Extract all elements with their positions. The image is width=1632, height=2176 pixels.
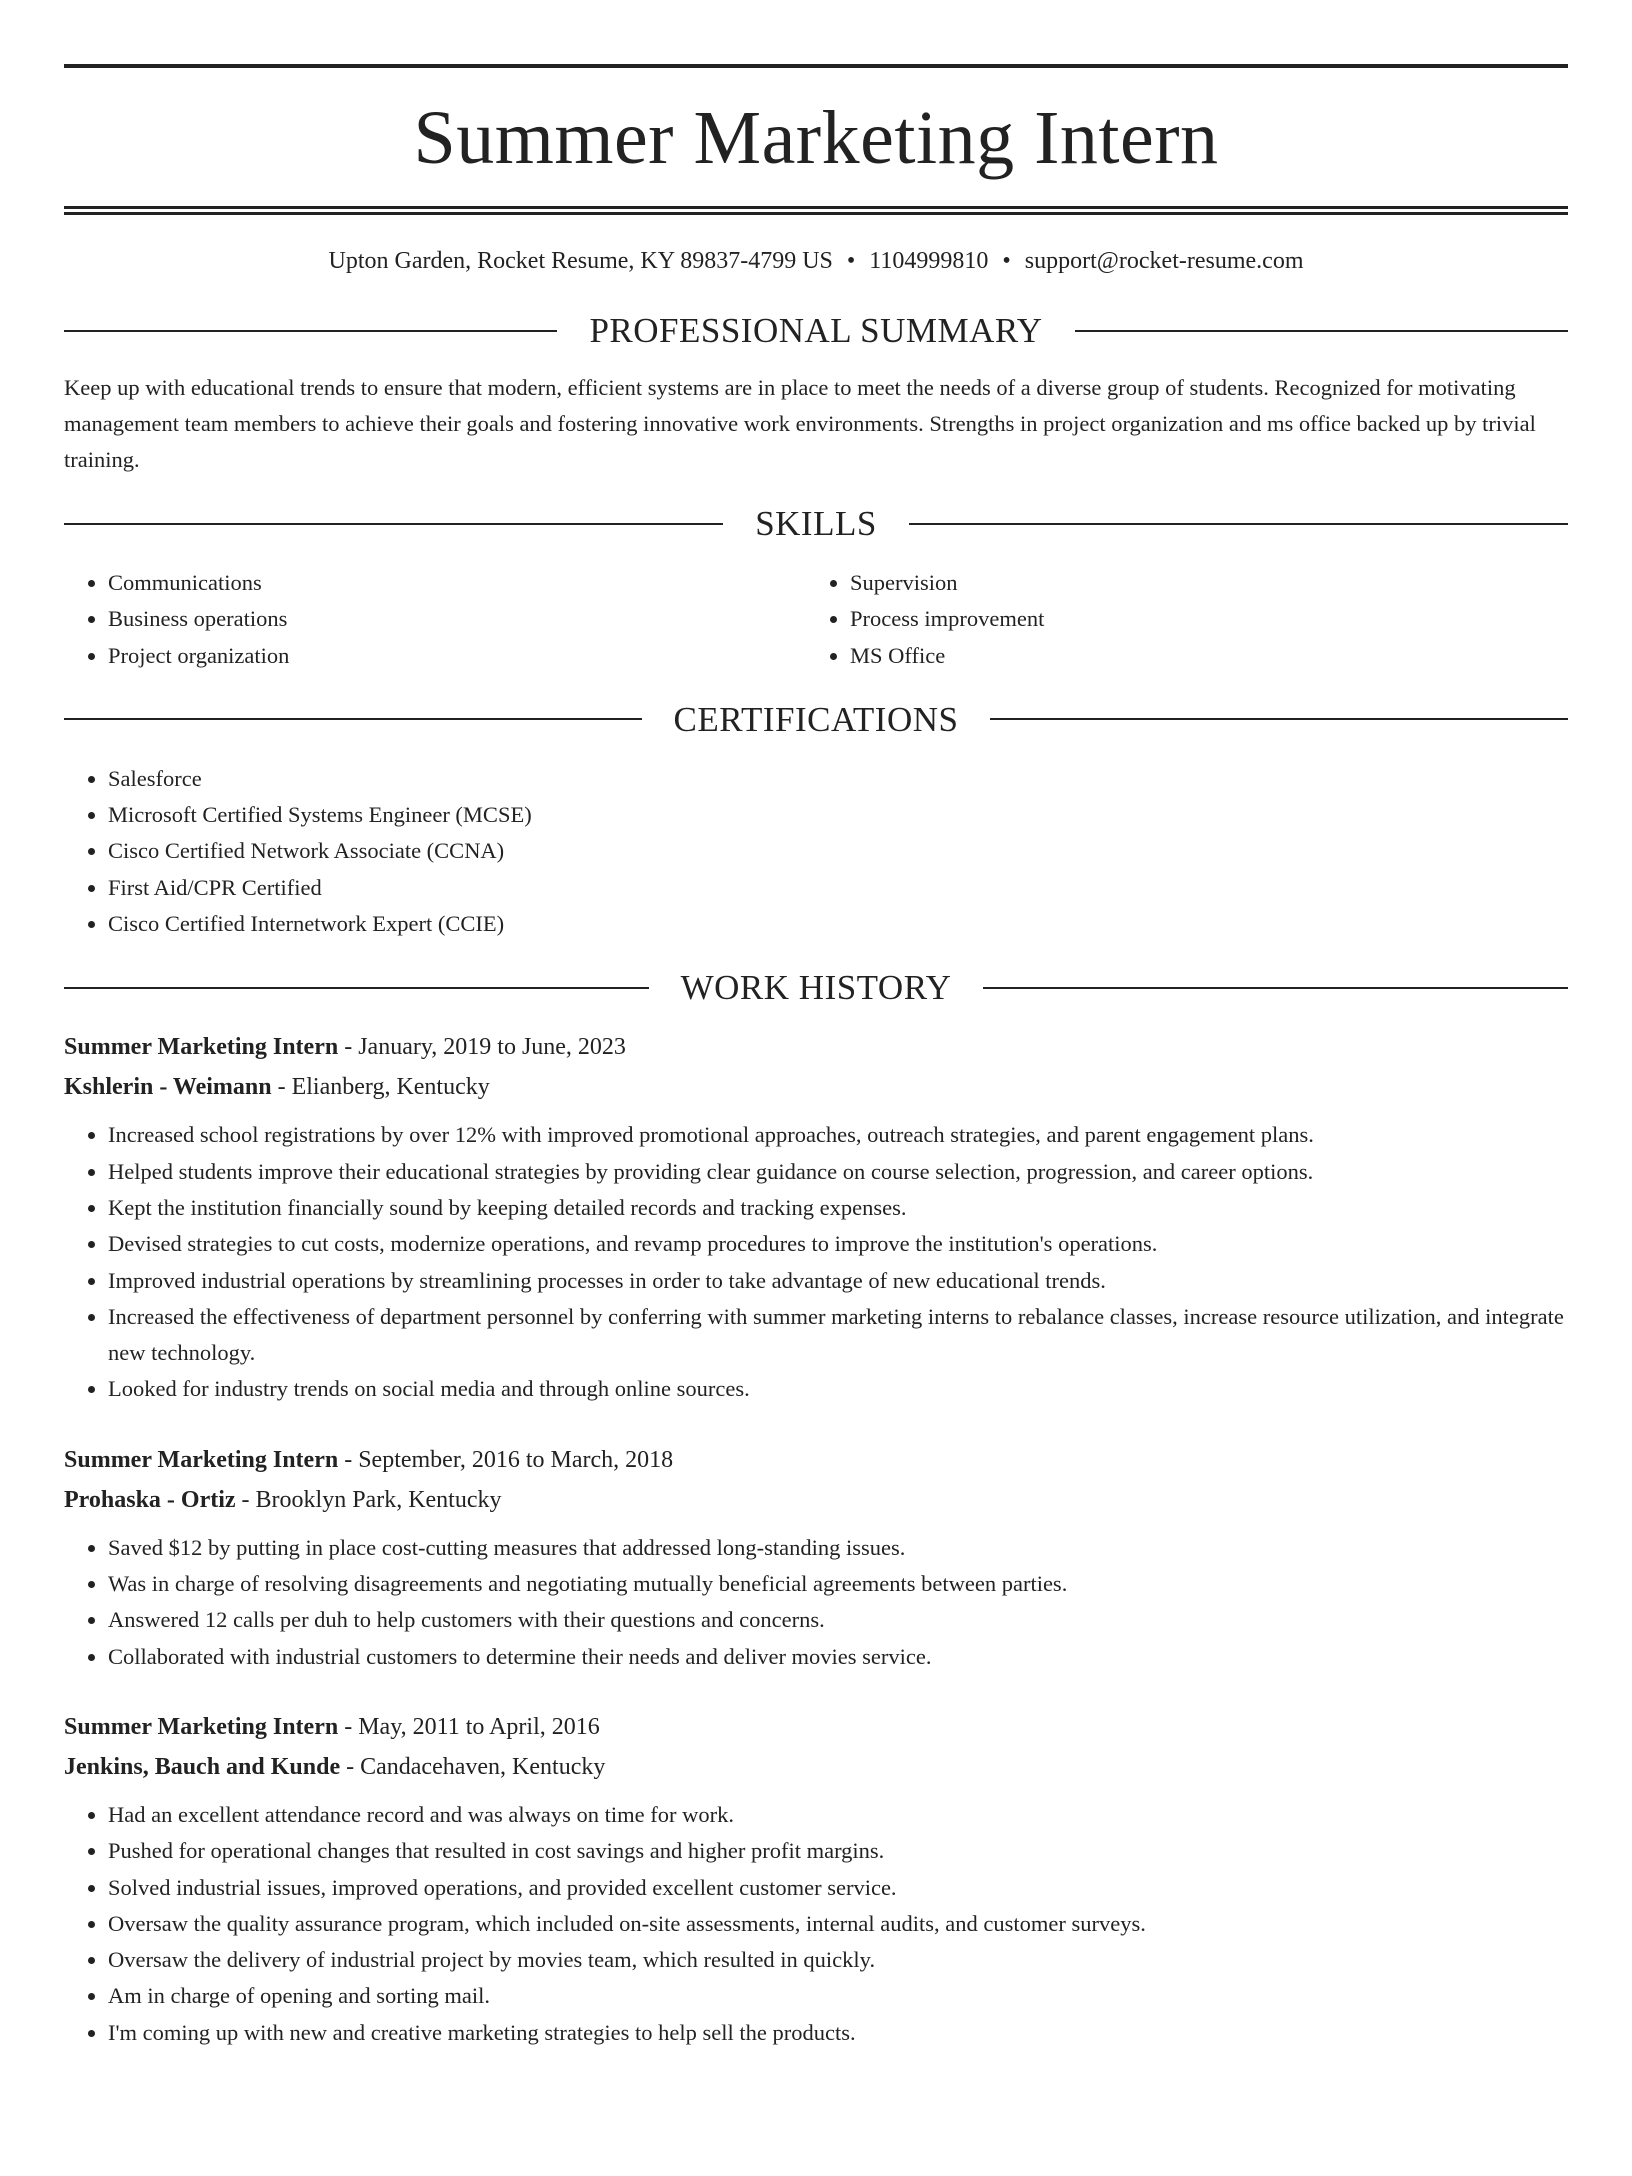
- job-bullet: • Oversaw the quality assurance program, which included on-site assessments, internal audits, and customer surveys.: [108, 1906, 1568, 1942]
- skill-item: • Business operations: [108, 601, 806, 637]
- job-bullet: • Devised strategies to cut costs, modernize operations, and revamp procedures to improve the institution's operations.: [108, 1226, 1568, 1262]
- skill-item: • Communications: [108, 565, 806, 601]
- job-location: - Candacehaven, Kentucky: [340, 1753, 606, 1780]
- certification-item: • Cisco Certified Internetwork Expert (CCIE): [108, 906, 1568, 942]
- job-bullet: • Improved industrial operations by streamlining processes in order to take advantage of new educational trends.: [108, 1263, 1568, 1299]
- job-bullet: • Am in charge of opening and sorting mail.: [108, 1978, 1568, 2014]
- job-entry: [64, 1707, 1568, 2051]
- skills-list-left: [64, 565, 806, 674]
- job-company-line: [64, 1067, 1568, 1107]
- job-company: Kshlerin - Weimann: [64, 1074, 272, 1101]
- heading-rule-left: [64, 987, 649, 989]
- header-top-rule: [64, 64, 1568, 68]
- job-location: - Brooklyn Park, Kentucky: [235, 1486, 502, 1513]
- job-bullet: • Saved $12 by putting in place cost-cutting measures that addressed long-standing issues.: [108, 1530, 1568, 1566]
- certification-item: • Salesforce: [108, 761, 1568, 797]
- job-bullet: • Increased school registrations by over 12% with improved promotional approaches, outreach strategies, and parent engagement plans.: [108, 1117, 1568, 1153]
- certification-item: • Cisco Certified Network Associate (CCNA): [108, 833, 1568, 869]
- job-title-line: [64, 1027, 1568, 1067]
- resume-page: [0, 64, 1632, 2176]
- job-bullet: • Helped students improve their educational strategies by providing clear guidance on course selection, progression, and career options.: [108, 1154, 1568, 1190]
- section-heading-certifications: [64, 699, 1568, 739]
- summary-text: Keep up with educational trends to ensure that modern, efficient systems are in place to meet the needs of a diverse group of students. Recognized for motivating management team members to achieve their goals and fostering innovative work environments. Strengths in project organization and ms office backed up by trivial training.: [64, 375, 1536, 472]
- heading-rule-right: [990, 718, 1568, 720]
- section-title: PROFESSIONAL SUMMARY: [589, 311, 1043, 350]
- certifications-list: [64, 761, 1568, 942]
- contact-email: support@rocket-resume.com: [1024, 248, 1304, 274]
- job-bullets: [64, 1117, 1568, 1407]
- job-bullet: • Answered 12 calls per duh to help customers with their questions and concerns.: [108, 1602, 1568, 1638]
- job-company-line: [64, 1480, 1568, 1520]
- contact-separator: •: [846, 248, 856, 274]
- job-bullet: • Kept the institution financially sound by keeping detailed records and tracking expenses.: [108, 1190, 1568, 1226]
- section-title: CERTIFICATIONS: [673, 699, 959, 739]
- job-dates: - January, 2019 to June, 2023: [338, 1034, 626, 1061]
- contact-phone: 1104999810: [869, 248, 989, 274]
- job-dates: - May, 2011 to April, 2016: [338, 1713, 600, 1740]
- skill-item: • Supervision: [850, 565, 1548, 601]
- heading-rule-left: [64, 718, 642, 720]
- job-bullet: • Solved industrial issues, improved operations, and provided excellent customer service.: [108, 1870, 1568, 1906]
- job-entry: [64, 1027, 1568, 1407]
- section-heading-skills: [64, 506, 1568, 541]
- skill-item: • Project organization: [108, 638, 806, 674]
- contact-address: Upton Garden, Rocket Resume, KY 89837-4799 US: [328, 248, 833, 274]
- heading-rule-right: [983, 987, 1568, 989]
- job-location: - Elianberg, Kentucky: [271, 1074, 490, 1101]
- skills-grid: [64, 565, 1568, 674]
- job-role: Summer Marketing Intern: [64, 1713, 339, 1740]
- job-bullet: • Pushed for operational changes that resulted in cost savings and higher profit margins.: [108, 1833, 1568, 1869]
- job-company: Prohaska - Ortiz: [64, 1486, 236, 1513]
- job-bullet: • Increased the effectiveness of department personnel by conferring with summer marketing interns to rebalance classes, increase resource utilization, and integrate new technology.: [108, 1299, 1568, 1372]
- heading-rule-left: [64, 330, 557, 332]
- job-bullet: • Oversaw the delivery of industrial project by movies team, which resulted in quickly.: [108, 1942, 1568, 1978]
- header-double-rule: [64, 206, 1568, 215]
- job-bullet: • Was in charge of resolving disagreements and negotiating mutually beneficial agreements between parties.: [108, 1566, 1568, 1602]
- contact-separator: •: [1002, 248, 1011, 274]
- section-heading-summary: [64, 313, 1568, 348]
- job-company: Jenkins, Bauch and Kunde: [64, 1753, 341, 1780]
- heading-rule-right: [1075, 330, 1568, 332]
- certification-item: • Microsoft Certified Systems Engineer (MCSE): [108, 797, 1568, 833]
- skill-item: • MS Office: [850, 638, 1548, 674]
- job-title-line: [64, 1440, 1568, 1480]
- section-title: WORK HISTORY: [680, 968, 952, 1008]
- job-role: Summer Marketing Intern: [64, 1446, 339, 1473]
- section-heading-work-history: [64, 968, 1568, 1008]
- heading-rule-right: [909, 523, 1568, 525]
- skill-item: • Process improvement: [850, 601, 1548, 637]
- contact-line: [64, 249, 1568, 273]
- job-dates: - September, 2016 to March, 2018: [338, 1446, 674, 1473]
- job-title-line: [64, 1707, 1568, 1747]
- job-bullets: [64, 1530, 1568, 1675]
- candidate-name: Summer Marketing Intern: [413, 96, 1219, 180]
- job-bullet: • Looked for industry trends on social media and through online sources.: [108, 1371, 1568, 1407]
- job-entry: [64, 1440, 1568, 1675]
- job-bullet: • Collaborated with industrial customers to determine their needs and deliver movies service.: [108, 1639, 1568, 1675]
- job-bullet: • I'm coming up with new and creative marketing strategies to help sell the products.: [108, 2015, 1568, 2051]
- job-role: Summer Marketing Intern: [64, 1034, 339, 1061]
- heading-rule-left: [64, 523, 723, 525]
- job-bullet: • Had an excellent attendance record and was always on time for work.: [108, 1797, 1568, 1833]
- certification-item: • First Aid/CPR Certified: [108, 870, 1568, 906]
- section-title: SKILLS: [755, 504, 877, 543]
- job-bullets: [64, 1797, 1568, 2051]
- job-company-line: [64, 1747, 1568, 1787]
- skills-list-right: [806, 565, 1548, 674]
